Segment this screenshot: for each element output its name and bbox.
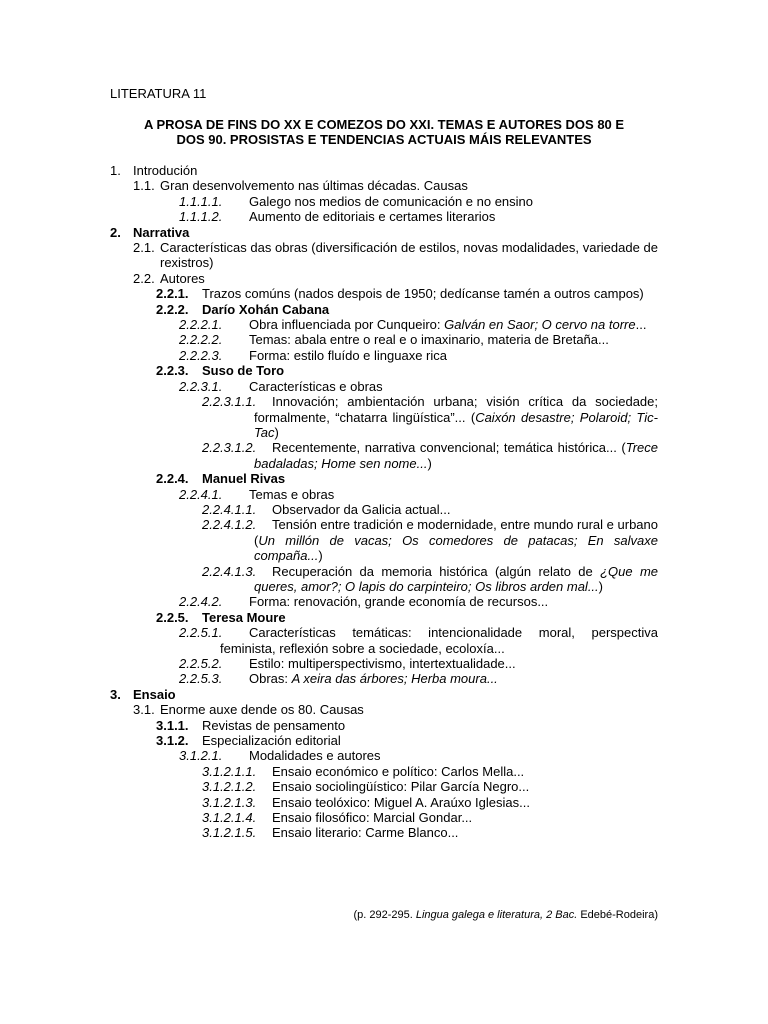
outline-number: 2.2.3.1.	[179, 378, 223, 394]
outline-item	[110, 194, 658, 209]
outline-item	[110, 487, 658, 502]
outline-text: Estilo: multiperspectivismo, intertextualidade...	[249, 656, 516, 671]
outline-number: 2.2.4.	[156, 471, 189, 487]
outline-number: 3.	[110, 686, 121, 702]
outline-text: Narrativa	[133, 224, 190, 240]
outline-number: 2.2.4.1.3.	[202, 563, 257, 579]
outline-text: Temas e obras	[249, 486, 335, 502]
outline-number: 2.2.5.2.	[179, 656, 223, 671]
outline-item	[110, 810, 658, 825]
outline-item	[110, 594, 658, 609]
outline-number: 3.1.2.1.4.	[202, 810, 257, 826]
outline-text: Revistas de pensamento	[202, 717, 346, 733]
outline-item	[110, 671, 658, 686]
outline-number: 3.1.2.1.5.	[202, 825, 257, 841]
outline-text: Temas: abala entre o real e o imaxinario, materia de Bretaña...	[249, 332, 609, 348]
outline-text: Caixón desastre; Polaroid; Tic-Tac	[254, 409, 658, 440]
outline-number: 1.1.	[133, 178, 155, 194]
outline-text: )	[427, 455, 432, 471]
outline-item	[110, 163, 658, 178]
outline-number: 2.2.1.	[156, 286, 189, 302]
outline-number: 2.2.2.2.	[179, 332, 223, 348]
outline-item	[110, 394, 658, 440]
outline-item	[110, 363, 658, 378]
outline-item	[110, 702, 658, 717]
outline-text: Trece badaladas; Home sen nome...	[254, 440, 658, 471]
outline-number: 1.1.1.1.	[179, 193, 223, 209]
outline-text: Introdución	[133, 163, 198, 178]
outline-text: Características temáticas: intencionalidade moral, perspectiva feminista, reflexión sobre a sociedade, ecoloxía...	[220, 625, 658, 656]
outline-text: Ensaio teolóxico: Miguel A. Araúxo Iglesias...	[272, 794, 530, 810]
outline-item	[110, 178, 658, 193]
outline-text: Forma: renovación, grande economía de recursos...	[249, 594, 549, 610]
outline-item	[110, 764, 658, 779]
outline-item	[110, 209, 658, 224]
outline-item	[110, 795, 658, 810]
outline-number: 2.2.5.1.	[179, 625, 223, 641]
outline-text: Suso de Toro	[202, 363, 285, 379]
outline-number: 2.2.4.1.2.	[202, 517, 257, 533]
outline-text: Obra influenciada por Cunqueiro:	[249, 317, 445, 333]
outline-item	[110, 610, 658, 625]
outline-item	[110, 225, 658, 240]
outline-text: Obras:	[249, 671, 292, 687]
outline-text: Ensaio económico e político: Carlos Mella...	[272, 763, 525, 779]
outline-text: Autores	[160, 270, 205, 286]
outline-number: 2.2.5.	[156, 609, 189, 625]
outline-text: Galego nos medios de comunicación e no ensino	[249, 193, 534, 209]
outline-number: 3.1.2.1.3.	[202, 794, 257, 810]
outline-number: 2.2.4.1.1.	[202, 501, 257, 517]
outline-text: Recentemente, narrativa convencional; temática histórica... (	[272, 440, 626, 456]
outline-item	[110, 302, 658, 317]
outline-item	[110, 286, 658, 301]
outline-item	[110, 733, 658, 748]
document-header: LITERATURA 11	[110, 86, 207, 101]
citation-book-title: Lingua galega e literatura, 2 Bac.	[415, 909, 578, 921]
outline-item	[110, 348, 658, 363]
outline-item	[110, 379, 658, 394]
outline-item	[110, 332, 658, 347]
outline-item	[110, 502, 658, 517]
outline-text: Características das obras (diversificación de estilos, novas modalidades, variedade de rexistros)	[160, 240, 658, 271]
outline-number: 2.2.3.1.2.	[202, 440, 257, 456]
document-title	[110, 117, 658, 148]
outline-text: Innovación; ambientación urbana; visión crítica da sociedade; formalmente, “chatarra lingüística”... (	[254, 394, 658, 425]
outline-item	[110, 471, 658, 486]
outline-text: )	[274, 424, 279, 440]
outline-item	[110, 625, 658, 656]
outline-text: Ensaio sociolingüístico: Pilar García Negro...	[272, 779, 530, 795]
outline-text: Trazos comúns (nados despois de 1950; dedícanse tamén a outros campos)	[202, 286, 644, 302]
outline-text: Ensaio literario: Carme Blanco...	[272, 825, 459, 841]
outline-text: A xeira das árbores; Herba moura...	[291, 671, 498, 687]
outline-number: 2.1.	[133, 240, 155, 256]
outline-number: 2.2.3.	[156, 363, 189, 379]
outline-text: Gran desenvolvemento nas últimas décadas. Causas	[160, 178, 468, 194]
outline-item	[110, 440, 658, 471]
outline-text: Observador da Galicia actual...	[272, 501, 451, 517]
outline-number: 2.2.2.1.	[179, 317, 223, 333]
outline-text: Teresa Moure	[202, 609, 286, 625]
outline-number: 2.2.4.1.	[179, 486, 223, 502]
outline-number: 3.1.2.	[156, 733, 189, 749]
outline-text: ...	[635, 317, 647, 333]
outline-text: Tensión entre tradición e modernidade, entre mundo rural e urbano (	[254, 517, 658, 548]
outline-item	[110, 779, 658, 794]
outline-number: 3.1.1.	[156, 717, 189, 733]
outline-number: 3.1.2.1.1.	[202, 763, 257, 779]
outline-number: 2.2.2.3.	[179, 347, 223, 363]
outline-item	[110, 517, 658, 563]
citation-prefix: (p. 292-295.	[353, 909, 416, 921]
outline-list	[110, 163, 658, 841]
outline-item	[110, 656, 658, 671]
outline-text: Especialización editorial	[202, 733, 341, 749]
outline-number: 3.1.2.1.	[179, 748, 223, 764]
outline-item	[110, 718, 658, 733]
outline-text: Galván en Saor; O cervo na torre	[444, 317, 636, 333]
outline-item	[110, 564, 658, 595]
outline-text: Recuperación da memoria histórica (algún relato de	[272, 563, 601, 579]
outline-text: )	[318, 548, 323, 564]
citation-publisher: Edebé-Rodeira)	[577, 909, 658, 921]
outline-text: Darío Xohán Cabana	[202, 301, 330, 317]
outline-text: Ensaio filosófico: Marcial Gondar...	[272, 810, 473, 826]
outline-text: ¿Que me queres, amor?; O lapis do carpinteiro; Os libros arden mal...	[254, 563, 658, 594]
title-line-2: DOS 90. PROSISTAS E TENDENCIAS ACTUAIS MÁIS RELEVANTES	[176, 132, 592, 148]
outline-number: 2.2.3.1.1.	[202, 394, 257, 410]
outline-item	[110, 825, 658, 840]
outline-text: Manuel Rivas	[202, 471, 286, 487]
source-citation	[353, 909, 658, 922]
outline-item	[110, 240, 658, 271]
outline-number: 2.2.4.2.	[179, 594, 223, 610]
title-line-1: A PROSA DE FINS DO XX E COMEZOS DO XXI. TEMAS E AUTORES DOS 80 E	[143, 117, 625, 132]
outline-number: 2.2.2.	[156, 301, 189, 317]
outline-item	[110, 317, 658, 332]
outline-text: Ensaio	[133, 686, 176, 702]
outline-text: Enorme auxe dende os 80. Causas	[160, 702, 364, 718]
outline-number: 2.2.	[133, 270, 155, 286]
outline-item	[110, 748, 658, 763]
outline-text: Modalidades e autores	[249, 748, 381, 764]
outline-number: 1.	[110, 163, 121, 178]
outline-number: 3.1.2.1.2.	[202, 779, 257, 795]
outline-number: 1.1.1.2.	[179, 209, 223, 225]
outline-text: )	[598, 578, 603, 594]
outline-item	[110, 271, 658, 286]
outline-text: Aumento de editoriais e certames literarios	[249, 209, 496, 225]
outline-text: Características e obras	[249, 378, 383, 394]
outline-number: 2.2.5.3.	[179, 671, 223, 687]
outline-number: 3.1.	[133, 702, 155, 718]
outline-item	[110, 687, 658, 702]
outline-number: 2.	[110, 224, 121, 240]
outline-text: Forma: estilo fluído e linguaxe rica	[249, 347, 447, 363]
outline-text: Un millón de vacas; Os comedores de patacas; En salvaxe compaña...	[254, 532, 658, 564]
